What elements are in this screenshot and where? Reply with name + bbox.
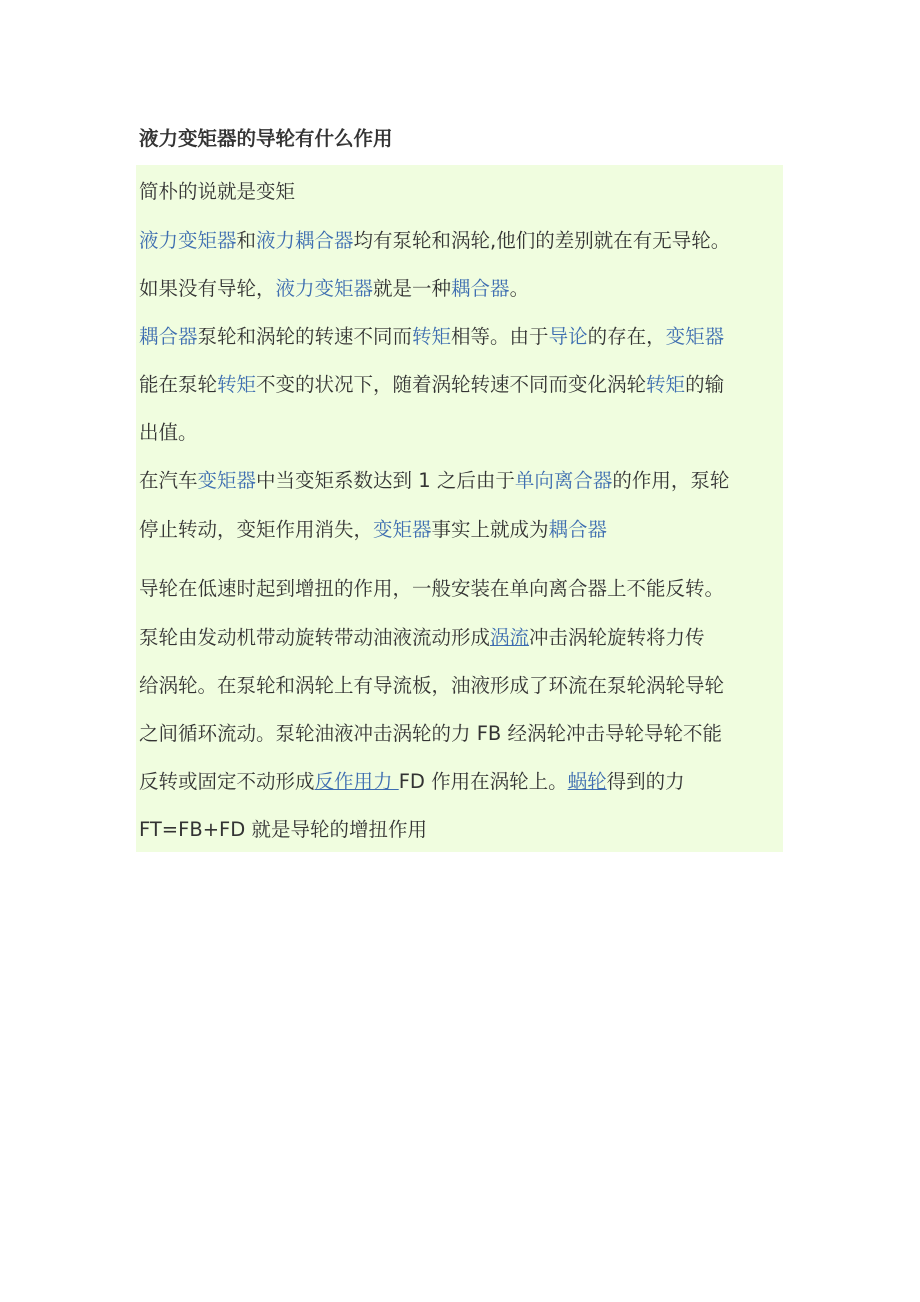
- paragraph-line-14: [139, 815, 427, 845]
- text-span: 简朴的说就是变矩: [139, 180, 296, 203]
- text-span: 给涡轮。在泵轮和涡轮上有导流板，油液形成了环流在泵轮涡轮导轮: [139, 674, 725, 697]
- text-span: 泵轮和涡轮的转速不同而: [197, 325, 413, 348]
- page-title: 液力变矩器的导轮有什么作用: [139, 127, 393, 150]
- text-span: 事实上就成为: [431, 518, 549, 541]
- paragraph-line-13: [139, 767, 685, 797]
- keyword-link[interactable]: 耦合器: [548, 518, 608, 541]
- vortex-link[interactable]: 涡流: [490, 626, 530, 649]
- paragraph-line-3: [139, 274, 529, 304]
- paragraph-line-4: [139, 322, 724, 352]
- text-span: FT=FB+FD 就是导轮的增扭作用: [139, 818, 427, 841]
- paragraph-line-11: [139, 671, 724, 701]
- text-span: 得到的力: [606, 770, 685, 793]
- paragraph-line-2: [139, 226, 730, 256]
- paragraph-line-1: [139, 177, 295, 207]
- text-span: 中当变矩系数达到 1 之后由于: [256, 469, 515, 492]
- keyword-link[interactable]: 液力耦合器: [256, 229, 354, 252]
- keyword-link[interactable]: 变矩器: [373, 518, 432, 541]
- text-span: 。: [509, 277, 530, 300]
- reaction-force-link[interactable]: 反作用力: [314, 770, 399, 793]
- text-span: 和: [236, 229, 257, 252]
- text-span: 冲击涡轮旋转将力传: [529, 626, 705, 649]
- text-span: 就是一种: [373, 277, 452, 300]
- paragraph-line-9: [139, 574, 724, 604]
- text-span: 之间循环流动。泵轮油液冲击涡轮的力 FB 经涡轮冲击导轮导轮不能: [139, 722, 722, 745]
- keyword-link[interactable]: 变矩器: [665, 325, 725, 348]
- text-span: 相等。由于: [451, 325, 549, 348]
- keyword-link[interactable]: 转矩: [646, 373, 686, 396]
- paragraph-line-6: [139, 418, 198, 448]
- text-span: 不变的状况下，随着涡轮转速不同而变化涡轮: [256, 373, 647, 396]
- text-span: 的存在，: [587, 325, 666, 348]
- text-span: 出值。: [139, 421, 198, 444]
- worm-gear-link[interactable]: 蜗轮: [567, 770, 607, 793]
- text-span: 反转或固定不动形成: [139, 770, 315, 793]
- text-span: 如果没有导轮，: [139, 277, 276, 300]
- keyword-link[interactable]: 转矩: [412, 325, 452, 348]
- text-span: 的作用，泵轮: [612, 469, 730, 492]
- keyword-link[interactable]: 转矩: [217, 373, 257, 396]
- paragraph-line-7: [139, 466, 729, 496]
- paragraph-line-5: [139, 370, 724, 400]
- text-span: 在汽车: [139, 469, 198, 492]
- text-span: 能在泵轮: [139, 373, 218, 396]
- keyword-link[interactable]: 液力变矩器: [275, 277, 374, 300]
- text-span: 的输: [685, 373, 725, 396]
- paragraph-line-8: [139, 515, 607, 545]
- text-span: 泵轮由发动机带动旋转带动油液流动形成: [139, 626, 491, 649]
- keyword-link[interactable]: 导论: [548, 325, 588, 348]
- paragraph-line-12: [139, 719, 722, 749]
- keyword-link[interactable]: 耦合器: [451, 277, 510, 300]
- keyword-link[interactable]: 耦合器: [139, 325, 198, 348]
- keyword-link[interactable]: 变矩器: [197, 469, 257, 492]
- text-span: FD 作用在涡轮上。: [398, 770, 568, 793]
- text-span: 停止转动，变矩作用消失，: [139, 518, 374, 541]
- paragraph-line-10: [139, 623, 705, 653]
- keyword-link[interactable]: 单向离合器: [514, 469, 613, 492]
- keyword-link[interactable]: 液力变矩器: [139, 229, 237, 252]
- text-span: 均有泵轮和涡轮,他们的差别就在有无导轮。: [353, 229, 731, 252]
- text-span: 导轮在低速时起到增扭的作用，一般安装在单向离合器上不能反转。: [139, 577, 725, 600]
